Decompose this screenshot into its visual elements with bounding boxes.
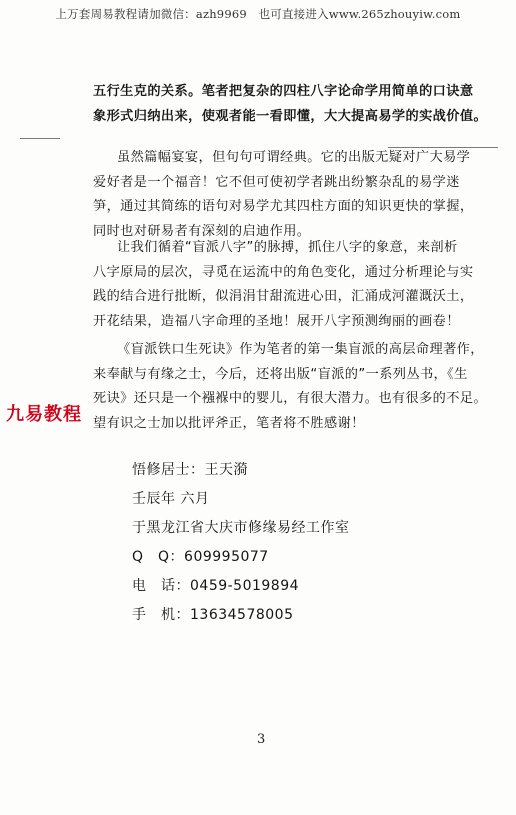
place-line: 于黑龙江省大庆市修缘易经工作室 bbox=[132, 520, 350, 536]
paragraph-line: 死诀》还只是一个襁褓中的婴儿，有很大潜力。也有很多的不足。 bbox=[93, 391, 488, 406]
date-line: 壬辰年 六月 bbox=[132, 491, 210, 507]
page-number: 3 bbox=[257, 732, 266, 747]
phone-value: 0459-5019894 bbox=[190, 578, 300, 594]
paragraph-1 bbox=[93, 80, 487, 129]
author-line: 悟修居士：王天漪 bbox=[132, 462, 248, 478]
paragraph-3 bbox=[93, 236, 473, 334]
paragraph-line: 爱好者是一个福音！它不但可使初学者跳出纷繁杂乱的易学迷 bbox=[93, 174, 460, 190]
paragraph-line: 开花结果，造福八字命理的圣地！展开八字预测绚丽的画卷！ bbox=[93, 313, 460, 329]
mobile-value: 13634578005 bbox=[190, 607, 294, 623]
qq-label: Q Q： bbox=[132, 549, 185, 565]
paragraph-line: 八字原局的层次，寻觅在运流中的角色变化，通过分析理论与实 bbox=[93, 264, 474, 280]
paragraph-4 bbox=[93, 338, 487, 436]
mobile-line bbox=[132, 601, 350, 630]
paragraph-line: 《盲派铁口生死诀》作为笔者的第一集盲派的高层命理著作， bbox=[117, 342, 484, 357]
mobile-label: 手 机： bbox=[132, 607, 190, 623]
phone-line bbox=[132, 572, 350, 601]
signature-block bbox=[132, 456, 350, 630]
paragraph-line: 践的结合进行批断，似涓涓甘甜流进心田，汇涌成河灌溉沃土， bbox=[93, 289, 474, 304]
paragraph-line: 虽然篇幅宴宴，但句句可谓经典。它的出版无疑对广大易学 bbox=[117, 150, 471, 165]
paragraph-line: 来奉献与有缘之士，今后，还将出版“盲派的”一系列丛书，《生 bbox=[93, 366, 468, 382]
paragraph-line: 笋，通过其简练的语句对易学尤其四柱方面的知识更快的掌握， bbox=[93, 199, 474, 214]
qq-line bbox=[132, 543, 350, 572]
qq-value: 609995077 bbox=[184, 549, 269, 565]
paragraph-2 bbox=[93, 146, 473, 244]
scan-artifact-line bbox=[20, 138, 60, 139]
paragraph-line: 五行生克的关系。笔者把复杂的四柱八字论命学用简单的口诀意 bbox=[93, 84, 474, 99]
paragraph-line: 望有识之士加以批评斧正，笔者将不胜感谢！ bbox=[93, 415, 365, 431]
paragraph-line: 象形式归纳出来，使观者能一看即懂，大大提高易学的实战价值。 bbox=[93, 108, 488, 124]
paragraph-line: 让我们循着“盲派八字”的脉搏，抓住八字的象意，来剖析 bbox=[117, 240, 458, 255]
phone-label: 电 话： bbox=[132, 578, 190, 594]
paragraph-line: 同时也对研易者有深刻的启迪作用。 bbox=[93, 223, 311, 239]
watermark-logo-text: 九易教程 bbox=[6, 404, 82, 425]
header-banner: 上万套周易教程请加微信：azh9969 也可直接进入www.265zhouyiw.com bbox=[55, 7, 461, 21]
